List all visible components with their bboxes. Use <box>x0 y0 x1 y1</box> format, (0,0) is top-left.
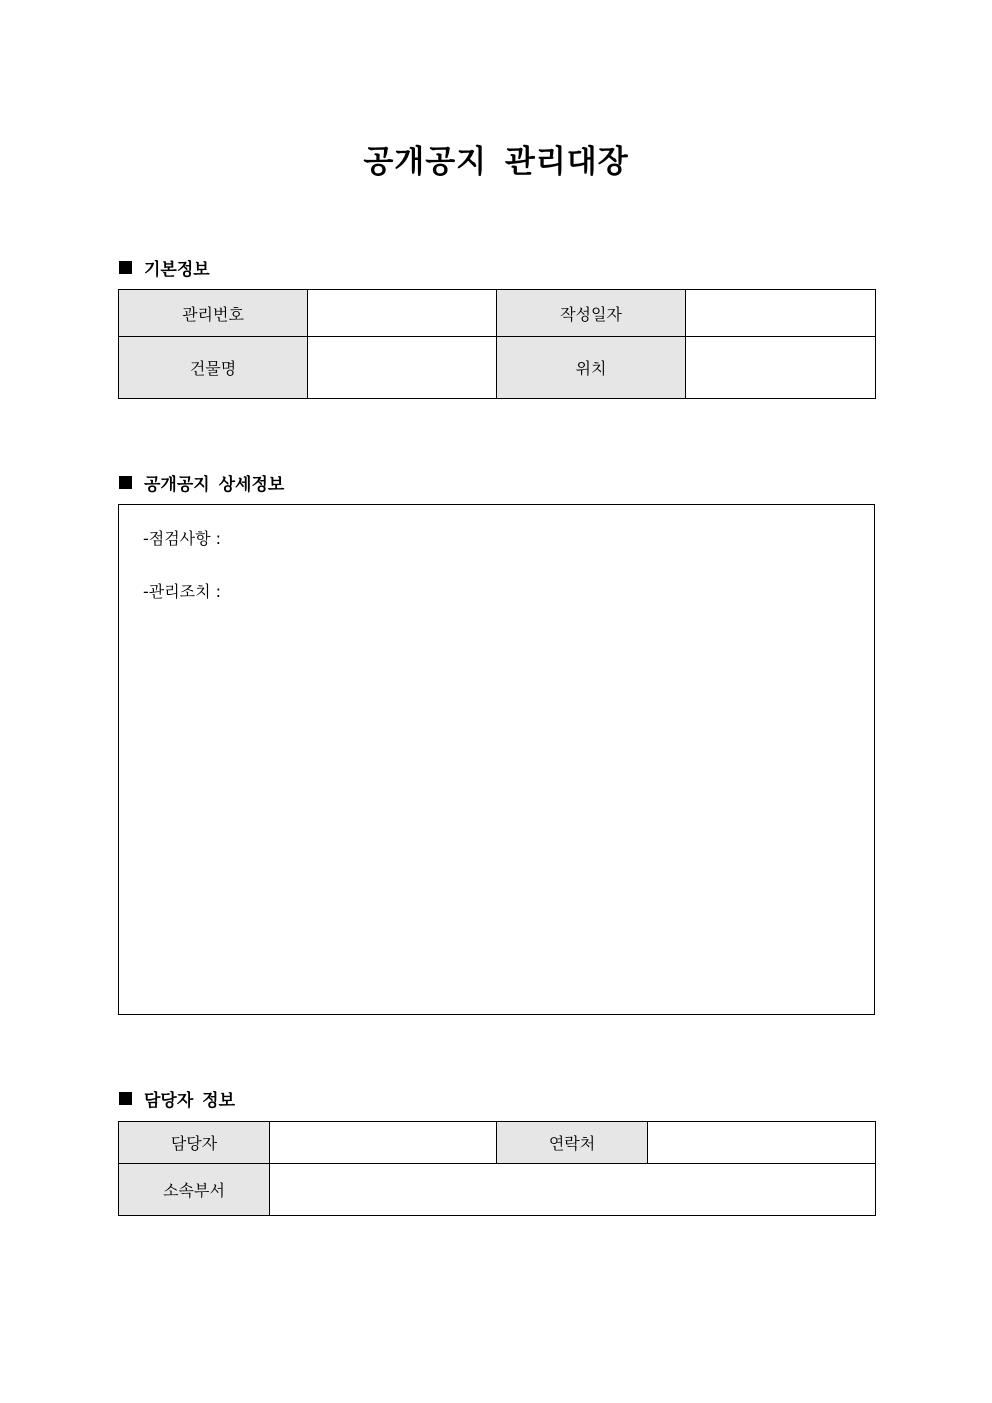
manager-field[interactable] <box>270 1122 497 1164</box>
department-label: 소속부서 <box>119 1164 270 1216</box>
section-heading-label: 기본정보 <box>144 260 210 280</box>
management-number-field[interactable] <box>308 290 497 337</box>
section-heading-basic-info <box>119 255 210 280</box>
building-name-field[interactable] <box>308 337 497 399</box>
management-number-label: 관리번호 <box>119 290 308 337</box>
table-row <box>119 290 876 337</box>
basic-info-table <box>118 289 876 399</box>
location-field[interactable] <box>686 337 876 399</box>
square-bullet-icon <box>119 1092 132 1105</box>
square-bullet-icon <box>119 261 132 274</box>
inspection-items-line: -점검사항 : <box>143 529 222 548</box>
contact-table <box>118 1121 876 1216</box>
page-title: 공개공지 관리대장 <box>363 144 629 180</box>
created-date-field[interactable] <box>686 290 876 337</box>
detail-box[interactable] <box>118 504 875 1015</box>
phone-field[interactable] <box>648 1122 876 1164</box>
section-heading-label: 담당자 정보 <box>144 1091 236 1111</box>
section-heading-label: 공개공지 상세정보 <box>144 475 285 495</box>
table-row <box>119 1122 876 1164</box>
phone-label: 연락처 <box>497 1122 648 1164</box>
square-bullet-icon <box>119 476 132 489</box>
created-date-label: 작성일자 <box>497 290 686 337</box>
location-label: 위치 <box>497 337 686 399</box>
manager-label: 담당자 <box>119 1122 270 1164</box>
table-row <box>119 337 876 399</box>
section-heading-detail <box>119 470 284 495</box>
department-field[interactable] <box>270 1164 876 1216</box>
management-action-line: -관리조치 : <box>143 582 222 601</box>
section-heading-contact <box>119 1086 235 1111</box>
building-name-label: 건물명 <box>119 337 308 399</box>
table-row <box>119 1164 876 1216</box>
